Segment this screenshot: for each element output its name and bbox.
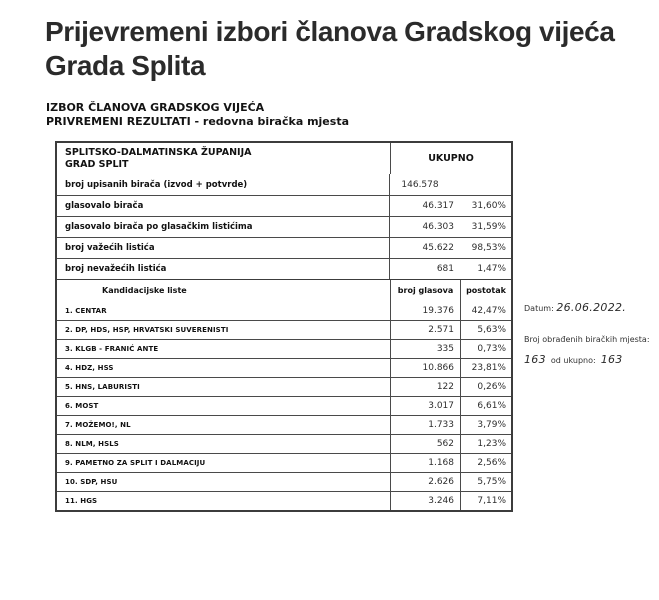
processed-count: 163 [524, 353, 546, 366]
processed-polling-stations-label: Broj obrađenih biračkih mjesta: [524, 335, 650, 344]
summary-row-label: broj važećih listića [65, 243, 155, 253]
candidate-percent: 23,81% [460, 359, 511, 377]
candidate-votes: 562 [390, 435, 460, 453]
report-subtitle-line1: IZBOR ČLANOVA GRADSKOG VIJEĆA [46, 101, 265, 114]
candidate-row [57, 491, 511, 510]
summary-row-percent: 31,60% [471, 201, 506, 211]
candidate-votes: 2.571 [390, 321, 460, 339]
candidate-percent: 5,63% [460, 321, 511, 339]
candidate-votes: 2.626 [390, 473, 460, 491]
report-subtitle [46, 101, 349, 129]
candidate-list-name: 10. SDP, HSU [65, 478, 118, 486]
page-title [45, 15, 625, 83]
candidate-votes: 122 [390, 378, 460, 396]
summary-rows [57, 174, 511, 279]
summary-row-label: glasovalo birača [65, 201, 144, 211]
summary-row-value: 46.303 [422, 222, 454, 232]
summary-row [57, 195, 511, 216]
candidate-row [57, 320, 511, 339]
candidate-list-name: 3. KLGB - FRANIĆ ANTE [65, 345, 159, 353]
candidate-votes: 3.017 [390, 397, 460, 415]
candidate-list-name: 11. HGS [65, 497, 98, 505]
candidate-list-name: 4. HDZ, HSS [65, 364, 114, 372]
candidate-row [57, 377, 511, 396]
page-title-line1: Prijevremeni izbori članova Gradskog vijeća [45, 16, 615, 47]
summary-row [57, 216, 511, 237]
candidate-lists-header-row [57, 279, 511, 301]
candidate-percent: 0,73% [460, 340, 511, 358]
region-line2: GRAD SPLIT [65, 158, 129, 170]
summary-row-values [389, 259, 511, 279]
summary-row-percent: 1,47% [477, 264, 506, 274]
candidate-list-name: 6. MOST [65, 402, 99, 410]
table-header-row [57, 143, 511, 174]
candidate-row [57, 339, 511, 358]
candidate-row [57, 396, 511, 415]
region-header [57, 143, 390, 174]
candidate-lists-header: Kandidacijske liste [102, 286, 187, 295]
candidate-list-name: 9. PAMETNO ZA SPLIT I DALMACIJU [65, 459, 206, 467]
candidate-list-name: 5. HNS, LABURISTI [65, 383, 140, 391]
candidate-percent: 2,56% [460, 454, 511, 472]
region-line1: SPLITSKO-DALMATINSKA ŽUPANIJA [65, 147, 252, 158]
percent-column-header: postotak [460, 280, 511, 301]
candidate-row [57, 301, 511, 320]
candidate-percent: 6,61% [460, 397, 511, 415]
candidate-percent: 0,26% [460, 378, 511, 396]
candidate-percent: 1,23% [460, 435, 511, 453]
summary-row-values [389, 196, 511, 216]
summary-row-value: 681 [436, 264, 454, 274]
candidate-row [57, 434, 511, 453]
candidate-percent: 3,79% [460, 416, 511, 434]
candidate-votes: 10.866 [390, 359, 460, 377]
summary-row [57, 237, 511, 258]
summary-row-label: broj upisanih birača (izvod + potvrde) [65, 179, 248, 190]
total-column-header: UKUPNO [390, 143, 511, 174]
summary-row-values [389, 238, 511, 258]
summary-row-percent: 98,53% [471, 243, 506, 253]
page-title-line2: Grada Splita [45, 50, 206, 81]
date-label: Datum: [524, 304, 554, 313]
summary-row-values [389, 174, 511, 195]
candidate-list-name: 1. CENTAR [65, 306, 107, 315]
candidate-list-name: 7. MOŽEMO!, NL [65, 421, 131, 429]
candidate-votes: 335 [390, 340, 460, 358]
summary-row-label: broj nevažećih listića [65, 264, 167, 274]
summary-row-value: 46.317 [422, 201, 454, 211]
candidate-rows [57, 301, 511, 510]
of-total-label: od ukupno: [550, 356, 596, 365]
report-subtitle-line2: PRIVREMENI REZULTATI - redovna biračka mjesta [46, 115, 349, 128]
date-value: 26.06.2022. [556, 301, 627, 314]
summary-row-values [389, 217, 511, 237]
candidate-votes: 1.168 [390, 454, 460, 472]
candidate-row [57, 453, 511, 472]
candidate-votes: 3.246 [390, 492, 460, 510]
processed-count-line [524, 353, 656, 366]
summary-row [57, 174, 511, 195]
candidate-row [57, 415, 511, 434]
total-count: 163 [600, 353, 623, 366]
summary-row-value: 146.578 [401, 179, 439, 190]
summary-row-label: glasovalo birača po glasačkim listićima [65, 222, 253, 232]
votes-column-header: broj glasova [390, 280, 460, 301]
candidate-list-name: 2. DP, HDS, HSP, HRVATSKI SUVERENISTI [65, 326, 229, 334]
summary-row-percent: 31,59% [471, 222, 506, 232]
candidate-percent: 7,11% [460, 492, 511, 510]
summary-row-value: 45.622 [422, 243, 454, 253]
candidate-percent: 5,75% [460, 473, 511, 491]
candidate-list-name: 8. NLM, HSLS [65, 440, 119, 448]
candidate-row [57, 472, 511, 491]
side-notes [524, 301, 656, 366]
candidate-percent: 42,47% [460, 301, 511, 320]
results-table [55, 141, 513, 512]
candidate-votes: 1.733 [390, 416, 460, 434]
summary-row [57, 258, 511, 279]
candidate-row [57, 358, 511, 377]
date-line [524, 301, 656, 314]
candidate-votes: 19.376 [390, 301, 460, 320]
